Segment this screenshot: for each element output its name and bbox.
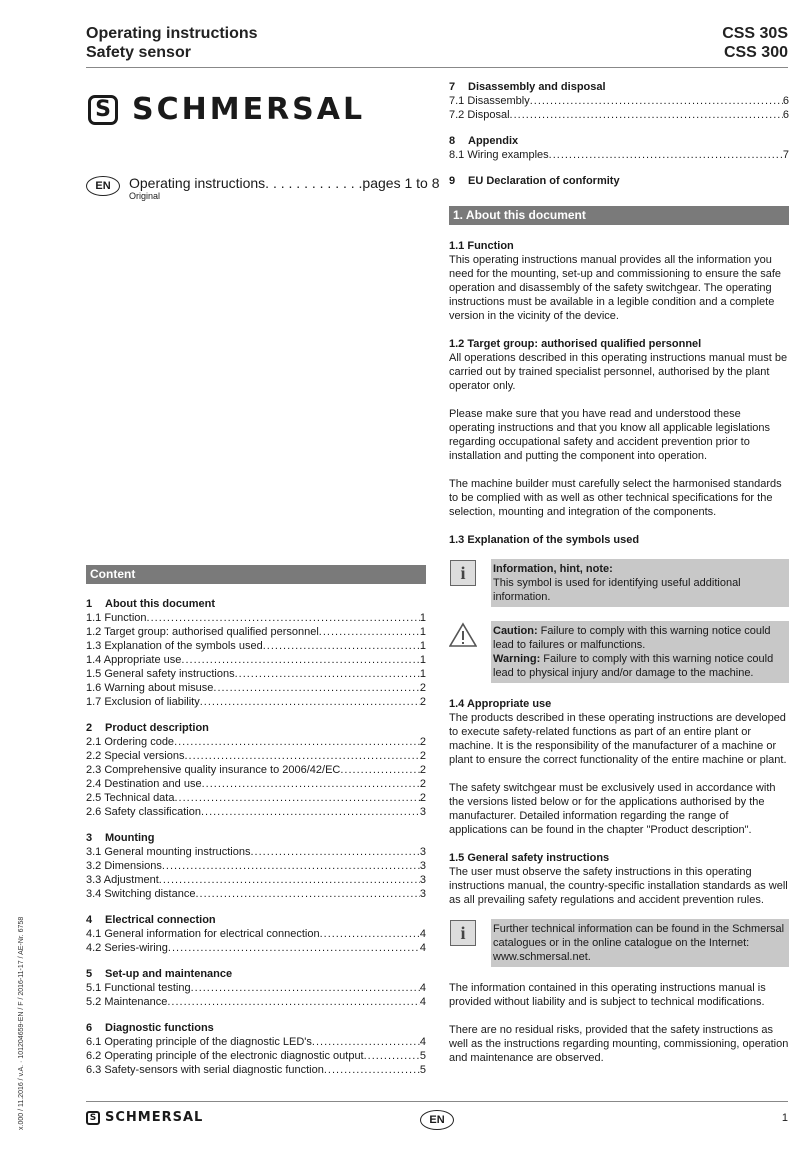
info-notice-box bbox=[491, 559, 789, 607]
toc-group bbox=[449, 80, 789, 122]
footer-language-badge: EN bbox=[420, 1110, 454, 1130]
toc-group bbox=[86, 831, 426, 901]
toc-leader-dots bbox=[147, 611, 420, 625]
caution-label: Caution: bbox=[493, 625, 538, 637]
logo-text: SCHMERSAL bbox=[132, 92, 366, 127]
toc-entry[interactable] bbox=[86, 995, 426, 1009]
original-note: Original bbox=[129, 191, 161, 201]
toc-group bbox=[86, 721, 426, 819]
toc-leader-dots bbox=[200, 695, 420, 709]
toc-entry-page: 1 bbox=[419, 668, 426, 680]
toc-entry-page: 3 bbox=[419, 888, 426, 900]
header-right bbox=[722, 24, 788, 62]
toc-leader-dots bbox=[312, 1035, 420, 1049]
toc-leader-dots bbox=[250, 845, 419, 859]
toc-leader-dots bbox=[213, 681, 419, 695]
toc-entry-page: 3 bbox=[419, 874, 426, 886]
toc-entry[interactable] bbox=[86, 873, 426, 887]
toc-group bbox=[86, 967, 426, 1009]
toc-entry[interactable] bbox=[86, 859, 426, 873]
toc-entry[interactable] bbox=[86, 763, 426, 777]
document-code-sidebar: x.000 / 11.2016 / v.A. · 101204659-EN / F / 2016-11-17 / AE-Nr. 6758 bbox=[18, 916, 25, 1130]
toc-chapter-title: About this document bbox=[105, 598, 215, 610]
toc-chapter-title: Diagnostic functions bbox=[105, 1022, 214, 1034]
toc-entry-page: 1 bbox=[419, 626, 426, 638]
section-1-heading: 1. About this document bbox=[449, 206, 789, 225]
toc-entry-label: 1.7 Exclusion of liability bbox=[86, 696, 200, 708]
s14-text-2: The safety switchgear must be exclusively used in accordance with the versions listed below or for the applications authorised by the manufacturer. Detailed information regarding the range of applications can be found in the chapter "Product description". bbox=[449, 782, 776, 836]
footer-divider bbox=[86, 1101, 788, 1102]
toc-entry-page: 2 bbox=[419, 696, 426, 708]
toc-entry-label: 5.2 Maintenance bbox=[86, 996, 168, 1008]
toc-entry-label: 1.6 Warning about misuse bbox=[86, 682, 214, 694]
toc-entry-page: 2 bbox=[419, 736, 426, 748]
toc-leader-dots bbox=[201, 805, 420, 819]
toc-entry-label: 2.1 Ordering code bbox=[86, 736, 175, 748]
footer-logo-text: SCHMERSAL bbox=[105, 1110, 204, 1125]
toc-entry[interactable] bbox=[86, 735, 426, 749]
toc-chapter-heading bbox=[86, 913, 426, 927]
toc-entry-page: 2 bbox=[419, 750, 426, 762]
toc-entry[interactable] bbox=[86, 611, 426, 625]
toc-entry-label: 6.1 Operating principle of the diagnostic LED's bbox=[86, 1036, 312, 1048]
header-divider bbox=[86, 67, 788, 68]
doc-title: Operating instructions bbox=[86, 25, 258, 42]
toc-entry-page: 4 bbox=[419, 942, 426, 954]
toc-chapter-heading bbox=[86, 967, 426, 981]
toc-entry[interactable] bbox=[86, 1063, 426, 1077]
logo-mark-icon: S bbox=[88, 95, 118, 125]
schmersal-logo bbox=[88, 92, 365, 127]
s14-title: 1.4 Appropriate use bbox=[449, 698, 552, 710]
toc-chapter-number: 6 bbox=[86, 1022, 93, 1034]
info-title: Information, hint, note: bbox=[493, 563, 613, 575]
toc-leader-dots bbox=[364, 1049, 420, 1063]
toc-entry-label: 2.4 Destination and use bbox=[86, 778, 202, 790]
toc-chapter-title: Product description bbox=[105, 722, 209, 734]
toc-chapter-heading bbox=[449, 134, 789, 148]
toc-chapter-heading bbox=[86, 831, 426, 845]
toc-group bbox=[86, 597, 426, 709]
toc-leader-dots bbox=[195, 887, 419, 901]
toc-chapter-heading bbox=[86, 721, 426, 735]
toc-entry-page: 4 bbox=[419, 1036, 426, 1048]
toc-entry-page: 4 bbox=[419, 996, 426, 1008]
toc-chapter-number: 5 bbox=[86, 968, 93, 980]
info-notice-2-box: Further technical information can be found in the Schmersal catalogues or in the online catalogue on the Internet: www.schmersal.net. bbox=[491, 919, 789, 967]
s15-title: 1.5 General safety instructions bbox=[449, 852, 610, 864]
page-number: 1 bbox=[781, 1112, 788, 1124]
toc-entry[interactable] bbox=[86, 805, 426, 819]
caution-text: Failure to comply with this warning notice could lead to failures or malfunctions. bbox=[493, 625, 771, 651]
info-notice bbox=[449, 559, 789, 607]
toc-leader-dots bbox=[181, 653, 419, 667]
toc-leader-dots bbox=[184, 749, 419, 763]
product-code-1: CSS 30S bbox=[722, 25, 788, 42]
toc-chapter-heading bbox=[86, 597, 426, 611]
toc-entry[interactable] bbox=[86, 749, 426, 763]
toc-chapter-title: Set-up and maintenance bbox=[105, 968, 233, 980]
toc-leader-dots bbox=[320, 927, 420, 941]
s12-title: 1.2 Target group: authorised qualified personnel bbox=[449, 338, 702, 350]
toc-entry-page: 2 bbox=[419, 682, 426, 694]
info-notice-2 bbox=[449, 919, 789, 967]
toc-right bbox=[449, 80, 789, 188]
toc-leader-dots bbox=[191, 981, 420, 995]
toc-entry-page: 2 bbox=[419, 792, 426, 804]
warning-text: Failure to comply with this warning notice could lead to physical injury and/or damage to the machine. bbox=[493, 653, 774, 679]
toc-entry[interactable] bbox=[86, 777, 426, 791]
toc-entry-page: 2 bbox=[419, 764, 426, 776]
toc-entry-label: 7.1 Disassembly bbox=[449, 95, 530, 107]
toc-entry-label: 2.2 Special versions bbox=[86, 750, 185, 762]
toc-leader-dots bbox=[340, 763, 420, 777]
toc-chapter-number: 2 bbox=[86, 722, 93, 734]
toc-entry-label: 1.4 Appropriate use bbox=[86, 654, 182, 666]
toc-entry-page: 4 bbox=[419, 982, 426, 994]
toc-entry-label: 4.2 Series-wiring bbox=[86, 942, 168, 954]
toc-entry-page: 4 bbox=[419, 928, 426, 940]
toc-leader-dots bbox=[549, 148, 783, 162]
toc-chapter-title: EU Declaration of conformity bbox=[468, 175, 620, 187]
toc-chapter-title: Disassembly and disposal bbox=[468, 81, 606, 93]
toc-entry[interactable] bbox=[449, 108, 789, 122]
toc-entry-label: 5.1 Functional testing bbox=[86, 982, 191, 994]
s14-text-1: The products described in these operating instructions are developed to execute safety-related functions as part of an entire plant or machine. It is the responsibility of the manufacturer of a machine or plant to ensure the correct functionality of the entire machine or plant. bbox=[449, 712, 787, 766]
toc-entry-label: 3.1 General mounting instructions bbox=[86, 846, 251, 858]
toc-chapter-title: Mounting bbox=[105, 832, 155, 844]
toc-entry-page: 1 bbox=[419, 612, 426, 624]
info-icon: i bbox=[449, 559, 477, 587]
toc-leader-dots bbox=[174, 791, 419, 805]
toc-entry-label: 2.6 Safety classification bbox=[86, 806, 201, 818]
content-heading: Content bbox=[86, 565, 426, 584]
toc-chapter-number: 4 bbox=[86, 914, 93, 926]
toc-leader-dots bbox=[162, 859, 420, 873]
toc-entry-page: 6 bbox=[782, 109, 789, 121]
toc-entry-label: 2.5 Technical data bbox=[86, 792, 175, 804]
toc-entry[interactable] bbox=[86, 653, 426, 667]
toc-entry-page: 3 bbox=[419, 806, 426, 818]
footer-logo bbox=[86, 1110, 203, 1125]
toc-entry[interactable] bbox=[86, 625, 426, 639]
toc-entry-page: 3 bbox=[419, 846, 426, 858]
product-code-2: CSS 300 bbox=[723, 44, 788, 61]
toc-entry-label: 6.3 Safety-sensors with serial diagnostic function bbox=[86, 1064, 324, 1076]
toc-group bbox=[86, 913, 426, 955]
footer-logo-mark-icon: S bbox=[86, 1111, 100, 1125]
toc-entry-label: 1.2 Target group: authorised qualified personnel bbox=[86, 626, 319, 638]
toc-entry-label: 1.3 Explanation of the symbols used bbox=[86, 640, 263, 652]
toc-leader-dots bbox=[174, 735, 420, 749]
caution-notice bbox=[449, 621, 789, 683]
toc-entry[interactable] bbox=[86, 681, 426, 695]
info-text: This symbol is used for identifying useful additional information. bbox=[493, 577, 741, 603]
toc-entry-label: 3.4 Switching distance bbox=[86, 888, 196, 900]
toc-entry[interactable] bbox=[86, 927, 426, 941]
toc-group bbox=[449, 134, 789, 162]
toc-chapter-number: 9 bbox=[449, 175, 456, 187]
toc-entry[interactable] bbox=[86, 639, 426, 653]
toc-group bbox=[449, 174, 789, 188]
toc-entry-label: 6.2 Operating principle of the electronic diagnostic output bbox=[86, 1050, 364, 1062]
toc-leader-dots bbox=[510, 108, 783, 122]
warning-label: Warning: bbox=[493, 653, 541, 665]
s11-text: This operating instructions manual provides all the information you need for the mounting, set-up and commissioning to ensure the safe operation and disassembly of the safety switchgear. The operating instructions must be available in a legible condition and a complete version in the vicinity of the device. bbox=[449, 254, 782, 322]
toc-chapter-number: 7 bbox=[449, 81, 456, 93]
toc-leader-dots bbox=[530, 94, 783, 108]
toc-leader-dots bbox=[168, 941, 420, 955]
toc-chapter-number: 8 bbox=[449, 135, 456, 147]
s13-title: 1.3 Explanation of the symbols used bbox=[449, 534, 640, 546]
toc-entry-page: 3 bbox=[419, 860, 426, 872]
toc-chapter-title: Appendix bbox=[468, 135, 519, 147]
toc-entry-label: 4.1 General information for electrical connection bbox=[86, 928, 320, 940]
toc-entry[interactable] bbox=[449, 94, 789, 108]
toc-entry[interactable] bbox=[86, 981, 426, 995]
toc-leader-dots bbox=[167, 995, 420, 1009]
s15-text-1: The user must observe the safety instructions in this operating instructions manual, the country-specific installation standards as well as all prevailing safety regulations and accident prevention rules. bbox=[449, 866, 788, 906]
toc-entry[interactable] bbox=[86, 845, 426, 859]
toc-entry-page: 2 bbox=[419, 778, 426, 790]
toc-leader-dots bbox=[159, 873, 420, 887]
toc-entry-page: 1 bbox=[419, 640, 426, 652]
toc-leader-dots bbox=[263, 639, 420, 653]
toc-leader-dots bbox=[324, 1063, 420, 1077]
toc-chapter-number: 1 bbox=[86, 598, 93, 610]
toc-chapter-heading bbox=[449, 80, 789, 94]
info-icon: i bbox=[449, 919, 477, 947]
header-left bbox=[86, 24, 258, 62]
toc-chapter-title: Electrical connection bbox=[105, 914, 216, 926]
doc-subtitle: Safety sensor bbox=[86, 44, 191, 61]
toc-entry[interactable] bbox=[86, 1049, 426, 1063]
toc-entry-label: 3.2 Dimensions bbox=[86, 860, 162, 872]
toc-entry[interactable] bbox=[86, 667, 426, 681]
toc-entry[interactable] bbox=[86, 941, 426, 955]
toc-entry-page: 5 bbox=[419, 1050, 426, 1062]
toc-entry-label: 1.1 Function bbox=[86, 612, 147, 624]
toc-leader-dots bbox=[235, 667, 420, 681]
language-badge: EN bbox=[86, 176, 120, 196]
toc-entry-page: 1 bbox=[419, 654, 426, 666]
s12-text-1: All operations described in this operating instructions manual must be carried out by trained specialist personnel, authorised by the plant operator only. bbox=[449, 352, 788, 392]
toc-entry[interactable] bbox=[86, 791, 426, 805]
toc-entry-page: 6 bbox=[782, 95, 789, 107]
s15-text-2: The information contained in this operating instructions manual is provided without liability and is subject to technical modifications. bbox=[449, 982, 766, 1008]
toc-entry-page: 7 bbox=[782, 149, 789, 161]
language-pages-line: Operating instructions. . . . . . . . . . . . .pages 1 to 8 bbox=[129, 175, 440, 191]
caution-notice-box bbox=[491, 621, 789, 683]
toc-group bbox=[86, 1021, 426, 1077]
toc-entry[interactable] bbox=[449, 148, 789, 162]
toc-entry-label: 2.3 Comprehensive quality insurance to 2006/42/EC bbox=[86, 764, 341, 776]
warning-triangle-icon bbox=[449, 621, 477, 649]
toc-left bbox=[86, 597, 426, 1077]
toc-entry-label: 8.1 Wiring examples bbox=[449, 149, 549, 161]
toc-entry[interactable] bbox=[86, 695, 426, 709]
s15-text-3: There are no residual risks, provided that the safety instructions as well as the instructions regarding mounting, commissioning, operation and maintenance are observed. bbox=[449, 1024, 789, 1064]
toc-chapter-heading bbox=[86, 1021, 426, 1035]
s12-text-3: The machine builder must carefully select the harmonised standards to be complied with as well as other technical specifications for the selection, mounting and integration of the components. bbox=[449, 478, 782, 518]
toc-entry-label: 7.2 Disposal bbox=[449, 109, 510, 121]
s11-title: 1.1 Function bbox=[449, 240, 514, 252]
toc-entry-label: 3.3 Adjustment bbox=[86, 874, 159, 886]
toc-entry[interactable] bbox=[86, 887, 426, 901]
toc-leader-dots bbox=[202, 777, 420, 791]
toc-chapter-heading bbox=[449, 174, 789, 188]
toc-chapter-number: 3 bbox=[86, 832, 93, 844]
toc-entry[interactable] bbox=[86, 1035, 426, 1049]
toc-entry-page: 5 bbox=[419, 1064, 426, 1076]
toc-left-column bbox=[86, 565, 426, 1077]
s12-text-2: Please make sure that you have read and understood these operating instructions and that you know all applicable legislations regarding occupational safety and accident prevention prior to installation and putting the component into operation. bbox=[449, 408, 771, 462]
toc-leader-dots bbox=[319, 625, 420, 639]
right-column bbox=[449, 80, 789, 1065]
toc-entry-label: 1.5 General safety instructions bbox=[86, 668, 235, 680]
